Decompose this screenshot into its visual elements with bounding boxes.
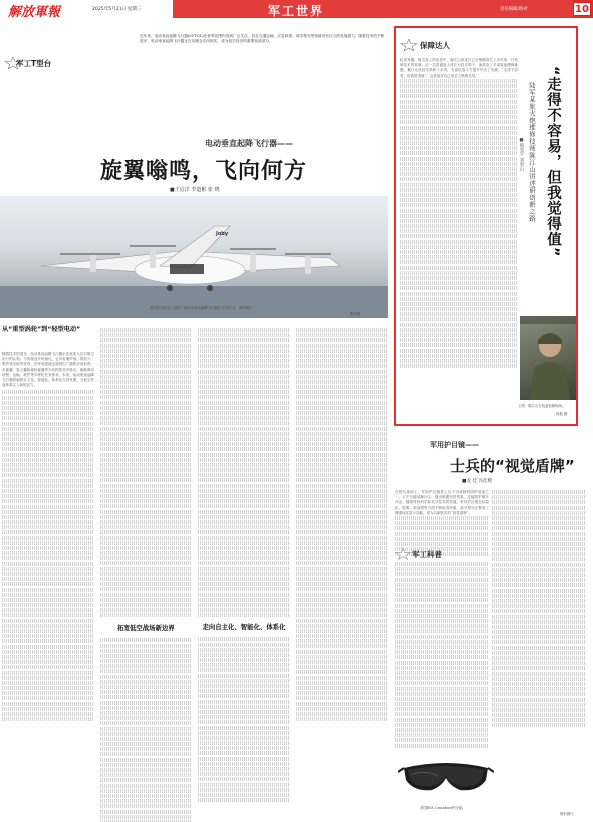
photo-caption: 美国乔比航空公司的一款电动垂直起降飞行器在空中试飞。 资料图片 <box>150 306 253 310</box>
goggles-column-1b <box>395 562 489 749</box>
article-kicker: 电动垂直起降飞行器—— <box>205 139 293 148</box>
left-column-4 <box>296 328 388 722</box>
intro-paragraph: 近年来，电动垂直起降飞行器(eVTOL)在世界范围内受到广泛关注，其在交通运输、应急救援、城市观光等领域具有巨大的发展潜力。随着技术的不断进步，电动垂直起降飞行器正在从概念走向现实，成为低空经济的重要组成部分。 <box>140 34 385 44</box>
evtol-aircraft-photo <box>0 196 388 318</box>
goggles-column-2 <box>492 490 586 729</box>
left-column-2 <box>100 328 192 822</box>
photo-credit: 资料图 <box>350 312 361 316</box>
left-article-body <box>2 326 388 822</box>
feature-body-text: 轻谈易懂，简言直入的话语中，谢江山讲述自己在维修岗位上多年如一日钻研技术的故事。从一名普通战士成长为技术骨干，他攻克了多项装备维修难题，累计完成技术革新十余项，为部队战斗力提升作出了贡献。“走得不容易，但我觉得值”，这是他对自己成长之路的总结。 <box>400 58 518 369</box>
photo-credit-technician: 杨振 摄 <box>556 412 568 416</box>
subhead-autonomy: 走向自主化、智能化、体系化 <box>202 623 286 632</box>
star-icon <box>395 545 411 557</box>
left-column-1: 随着技术的进步，电动垂直起降飞行器正在改变人们对航空出行的认知。与传统直升机相比，它具有噪声低、排放少、维护成本低等优势，在军用领域也展现出广阔的应用前景。多旋翼、复合翼和倾转旋翼等不同构型各有特点，能够满足侦察、运输、救护等多样化任务需求。未来，电动垂直起降飞行器将朝着自主化、智能化、体系化方向发展，为低空作战体系注入新的活力。 <box>2 352 94 722</box>
editor-credit: 责任编辑/校对 <box>500 7 528 12</box>
left-column-3 <box>198 328 290 803</box>
column-tag-t-stage: 军工T型台 <box>16 59 52 68</box>
goggles-headline: 士兵的“视觉盾牌” <box>450 457 575 475</box>
technician-photo <box>520 316 576 400</box>
article-byline: ■王启洋 李道彬 张 晓 <box>170 187 220 193</box>
column-tag-science: 军工科普 <box>412 550 442 559</box>
masthead-logo: 解放軍報 <box>8 5 61 20</box>
subhead-heavy-to-light: 从“重型涡轮”到“轻型电动” <box>2 326 81 333</box>
article-headline: 旋翼嗡鸣，飞向何方 <box>100 159 308 184</box>
issue-date: 2025年5月21日 星期三 <box>92 7 142 12</box>
goggles-caption: 美国ESS Crossbow护目镜。 <box>420 806 466 810</box>
goggles-photo <box>398 752 494 804</box>
star-icon <box>400 36 418 48</box>
goggles-byline: ■龙 佳 冯佳楷 <box>462 479 493 484</box>
vertical-byline: ■熊奕宇 刘勇山 <box>519 138 524 171</box>
goggles-kicker: 军用护目镜—— <box>430 441 479 449</box>
goggles-column-1: 在现代战场上，军用护目镜是士兵不可或缺的防护装备之一。它不仅能抵御沙尘、强光和激光的伤害，还能防护破片冲击。随着材料科学和光学技术的发展，军用护目镜在轻量化、防雾、防刮擦等方面不断取得突破，部分型号还集成了增强现实显示功能，成为名副其实的“视觉盾牌”。 <box>395 490 489 558</box>
photo-caption-technician: 上图：陈江山在装备检修现场。 <box>518 404 566 408</box>
column-tag-support-expert: 保障达人 <box>420 41 450 50</box>
subhead-battlefield: 拓宽低空战场新边界 <box>117 624 175 633</box>
evtol-aircraft-illustration <box>0 196 388 318</box>
goggles-credit: 资料图片 <box>560 812 574 816</box>
section-title: 军工世界 <box>268 4 325 18</box>
aircraft-tail-text: Joby <box>216 231 229 237</box>
page-number: 10 <box>573 2 591 16</box>
vertical-headline: “走得不容易，但我觉得值” <box>545 66 561 258</box>
vertical-subtitle: 陆军某旅火炮维修技师陈江山讲述研创新之路 <box>528 82 536 222</box>
